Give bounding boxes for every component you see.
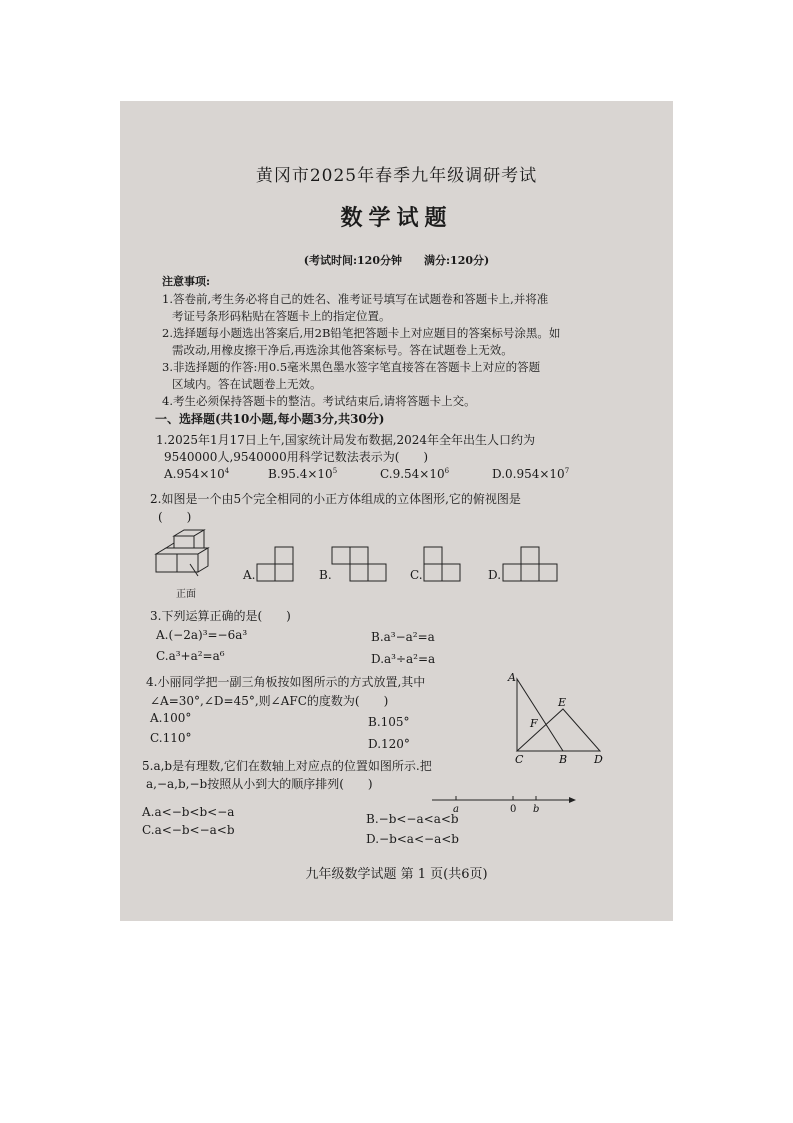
q4-option-b[interactable]: B.105° <box>368 715 410 729</box>
q3-stem: 3.下列运算正确的是( ) <box>150 609 291 623</box>
subject-title: 数学试题 <box>340 205 453 231</box>
q3-option-a[interactable]: A.(−2a)³=−6a³ <box>156 628 248 642</box>
q5-axis-label-a: a <box>453 804 459 815</box>
q1-option-d[interactable]: $D.0.954\times 10^7$ <box>492 467 570 481</box>
q1-option-b[interactable]: $B.95.4\times 10^5$ <box>268 467 338 481</box>
q4-stem-line2: ∠A=30°,∠D=45°,则∠AFC的度数为( ) <box>150 694 389 708</box>
page-footer: 九年级数学试题 第 1 页(共6页) <box>305 867 488 882</box>
q3-option-d[interactable]: D.a³÷a²=a <box>371 652 436 666</box>
q5-stem-line2: a,−a,b,−b按照从小到大的顺序排列( ) <box>146 777 373 791</box>
exam-page <box>120 101 673 921</box>
exam-info: (考试时间:120分钟 满分:120分) <box>303 254 490 267</box>
notice-line: 4.考生必须保持答题卡的整洁。考试结束后,请将答题卡上交。 <box>162 394 476 408</box>
q4-label-d: D <box>594 753 603 765</box>
q4-label-b: B <box>559 753 568 765</box>
notice-line: 区域内。答在试题卷上无效。 <box>172 377 322 391</box>
q4-option-a[interactable]: A.100° <box>150 711 192 725</box>
q4-label-f: F <box>530 717 538 730</box>
q2-solid-figure <box>150 526 220 588</box>
q4-label-a: A <box>508 671 516 684</box>
notice-line: 需改动,用橡皮擦干净后,再选涂其他答案标号。答在试题卷上无效。 <box>172 343 513 357</box>
q2-option-c-figure <box>423 546 463 584</box>
q4-label-c: C <box>515 753 524 765</box>
q1-stem-line1: 1.2025年1月17日上午,国家统计局发布数据,2024年全年出生人口约为 <box>156 433 536 447</box>
q2-option-d-figure <box>502 546 560 584</box>
q2-option-b[interactable]: B. <box>319 568 332 582</box>
q4-option-c[interactable]: C.110° <box>150 731 192 745</box>
notice-line: 2.选择题每小题选出答案后,用2B铅笔把答题卡上对应题目的答案标号涂黑。如 <box>162 326 561 340</box>
q1-stem-line2: 9540000人,9540000用科学记数法表示为( ) <box>164 450 429 464</box>
q4-label-e: E <box>558 696 567 709</box>
q1-option-a[interactable]: $A.954\times 10^4$ <box>164 467 230 481</box>
q2-option-a-figure <box>256 546 296 584</box>
q2-option-d[interactable]: D. <box>488 568 502 582</box>
q3-option-b[interactable]: B.a³−a²=a <box>371 630 435 644</box>
q5-option-a[interactable]: A.a<−b<b<−a <box>142 805 235 819</box>
section-title: 一、选择题(共10小题,每小题3分,共30分) <box>155 412 385 426</box>
q2-option-a[interactable]: A. <box>243 568 256 582</box>
q5-option-d[interactable]: D.−b<a<−a<b <box>366 832 459 846</box>
q2-option-b-figure <box>331 546 387 584</box>
q5-axis-label-b: b <box>533 804 540 815</box>
exam-title: 黄冈市2025年春季九年级调研考试 <box>255 166 538 186</box>
q5-axis-label-zero: 0 <box>510 804 517 815</box>
q5-option-b[interactable]: B.−b<−a<a<b <box>366 812 459 826</box>
q1-option-c[interactable]: $C.9.54\times 10^6$ <box>380 467 450 481</box>
q4-stem-line1: 4.小丽同学把一副三角板按如图所示的方式放置,其中 <box>146 675 426 689</box>
q2-stem-line1: 2.如图是一个由5个完全相同的小正方体组成的立体图形,它的俯视图是 <box>150 492 521 506</box>
notice-line: 考证号条形码粘贴在答题卡上的指定位置。 <box>172 309 391 323</box>
notice-line: 1.答卷前,考生务必将自己的姓名、准考证号填写在试题卷和答题卡上,并将准 <box>162 292 549 306</box>
q4-option-d[interactable]: D.120° <box>368 737 410 751</box>
q2-option-c[interactable]: C. <box>410 568 423 582</box>
q2-stem-line2: ( ) <box>158 510 192 524</box>
q3-option-c[interactable]: C.a³+a²=a⁶ <box>156 649 225 663</box>
q5-stem-line1: 5.a,b是有理数,它们在数轴上对应点的位置如图所示.把 <box>142 759 432 773</box>
notice-line: 3.非选择题的作答:用0.5毫米黑色墨水签字笔直接答在答题卡上对应的答题 <box>162 360 541 374</box>
q4-triangle-figure <box>500 669 612 765</box>
notice-heading: 注意事项: <box>162 275 211 288</box>
q2-front-label: 正面 <box>176 589 196 600</box>
q5-option-c[interactable]: C.a<−b<−a<b <box>142 823 235 837</box>
